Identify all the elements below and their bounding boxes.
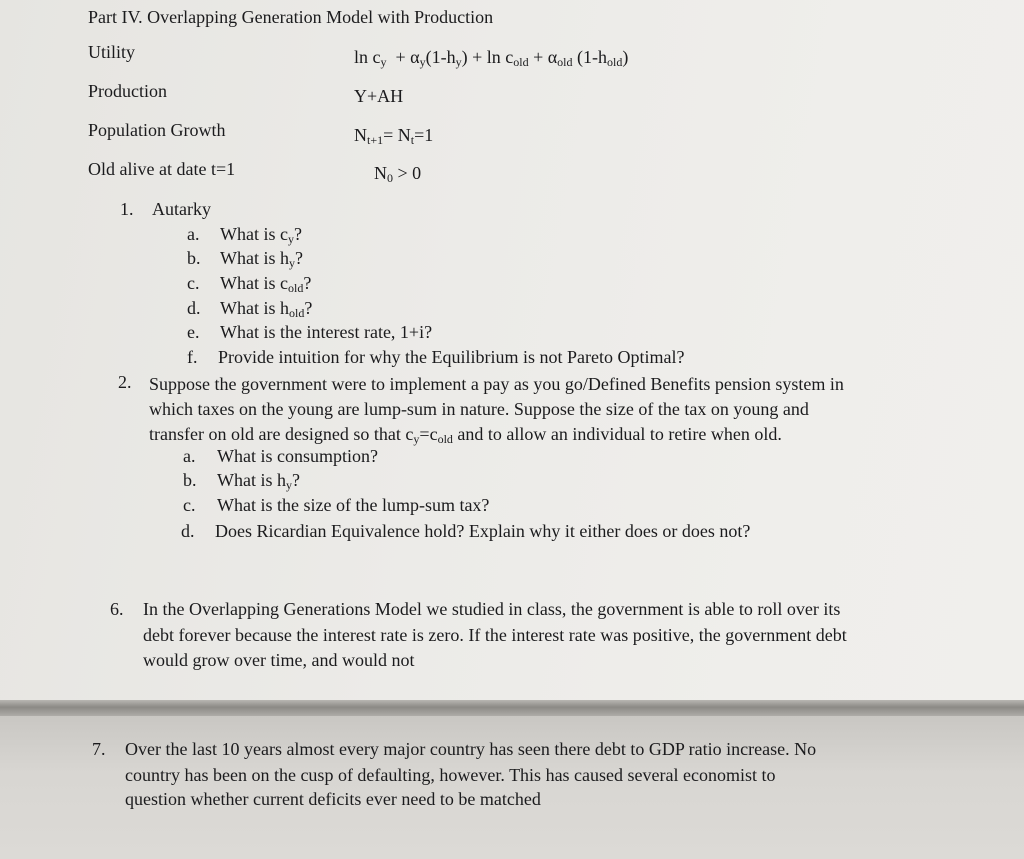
q2-item-letter: b.	[183, 470, 197, 490]
q1-item-e: What is the interest rate, 1+i?	[220, 322, 433, 342]
q6-number: 6.	[110, 599, 124, 619]
q6-line: debt forever because the interest rate is zero. If the interest rate was positive, the government debt	[143, 625, 847, 645]
q2-item-letter: c.	[183, 495, 196, 515]
q7-line: country has been on the cusp of defaulting, however. This has caused several economist to	[125, 765, 776, 785]
q2-item-b: What is $h_y$?	[217, 470, 300, 492]
q1-number: 1.	[120, 199, 134, 219]
q6-line: In the Overlapping Generations Model we studied in class, the government is able to roll over its	[143, 599, 841, 619]
q1-item-letter: f.	[187, 347, 198, 367]
q2-item-c: What is the size of the lump-sum tax?	[217, 495, 490, 515]
q2-item-letter: d.	[181, 521, 195, 541]
q7-line: Over the last 10 years almost every major country has seen there debt to GDP ratio increase. No	[125, 739, 817, 759]
utility-formula: $\ln c_y + \alpha_y(1-h_y) + \ln c_{old} + \alpha_{old}$ $(1-h_{old})$	[354, 47, 629, 69]
q1-item-letter: d.	[187, 298, 201, 318]
old-alive-formula: $N_0 > 0$	[374, 163, 422, 185]
q7-line: question whether current deficits ever need to be matched	[125, 789, 541, 809]
page-fold-shadow	[0, 700, 1024, 716]
q1-item-letter: a.	[187, 224, 200, 244]
population-growth-formula: $N_{t+1}= N_t=1$	[354, 125, 434, 147]
q6-line: would grow over time, and would not	[143, 650, 415, 670]
production-label: Production	[88, 81, 167, 101]
q1-item-f: Provide intuition for why the Equilibrium is not Pareto Optimal?	[218, 347, 685, 367]
q1-item-b: What is $h_y$?	[220, 248, 303, 270]
q1-item-letter: c.	[187, 273, 200, 293]
q1-item-c: What is $c_{old}$?	[220, 273, 312, 295]
utility-label: Utility	[88, 42, 136, 62]
q1-item-letter: e.	[187, 322, 200, 342]
population-growth-label: Population Growth	[88, 120, 226, 140]
q2-line: which taxes on the young are lump-sum in nature. Suppose the size of the tax on young and	[149, 399, 809, 419]
q2-number: 2.	[118, 372, 132, 392]
old-alive-label: Old alive at date t=1	[88, 159, 236, 179]
q1-item-letter: b.	[187, 248, 201, 268]
q2-item-a: What is consumption?	[217, 446, 378, 466]
part-title: Part IV. Overlapping Generation Model with Production	[88, 7, 494, 27]
q1-item-a: What is $c_y$?	[220, 224, 302, 246]
q1-item-d: What is $h_{old}$?	[220, 298, 313, 320]
q2-item-d: Does Ricardian Equivalence hold? Explain why it either does or does not?	[215, 521, 751, 541]
q1-title: Autarky	[152, 199, 211, 219]
q2-line: Suppose the government were to implement a pay as you go/Defined Benefits pension system in	[149, 374, 844, 394]
q7-number: 7.	[92, 739, 106, 759]
production-formula: Y+AH	[354, 86, 404, 106]
q2-line-3: transfer on old are designed so that $c_y=c_{old}$ and to allow an individual to retire when old.	[149, 424, 782, 446]
q2-item-letter: a.	[183, 446, 196, 466]
